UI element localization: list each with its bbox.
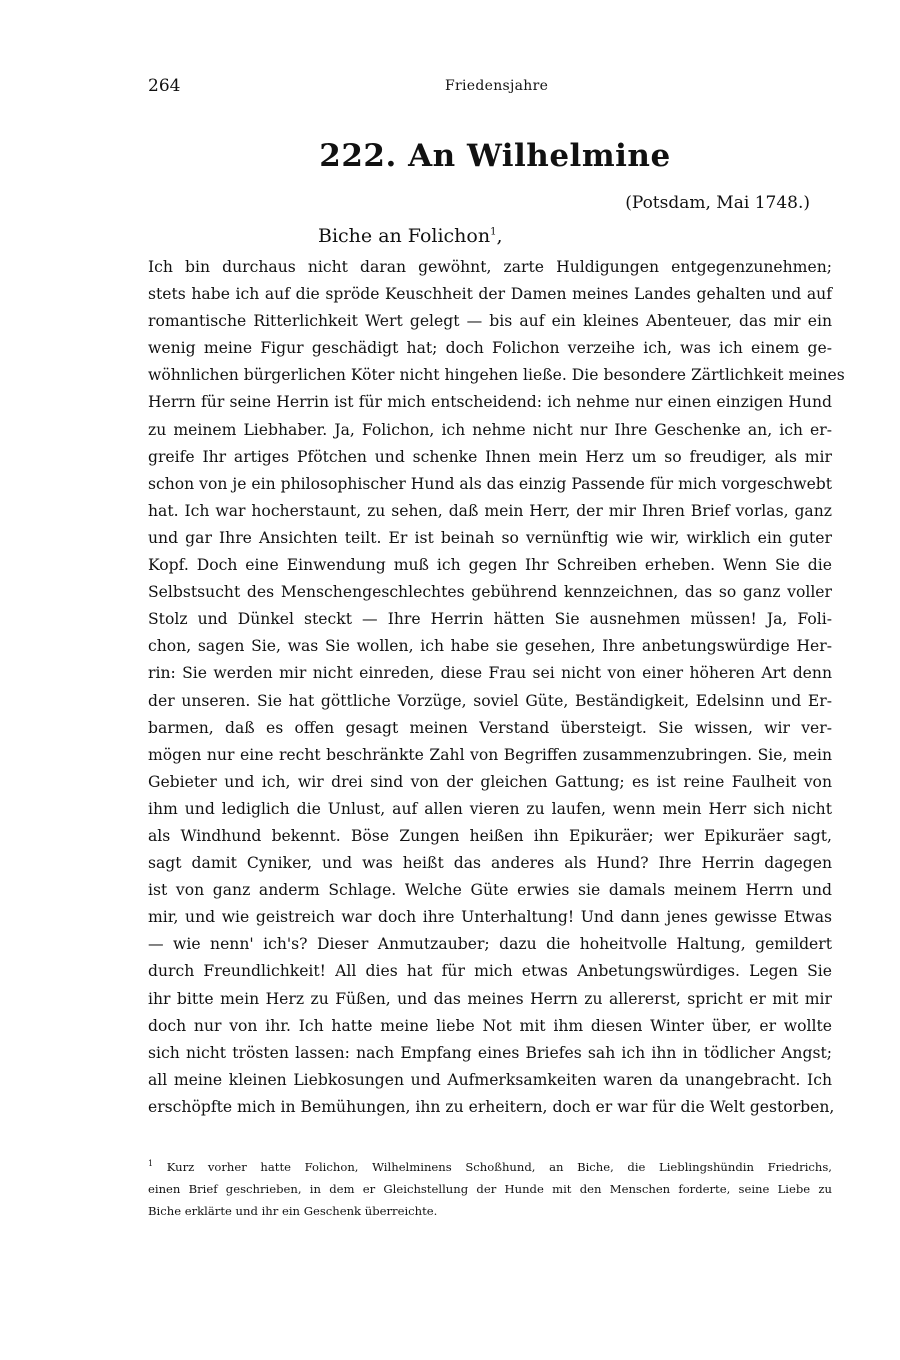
body-line: mögen nur eine recht beschränkte Zahl von Begriffen zusammenzubringen. Sie, mein xyxy=(148,745,832,764)
footnote-line-text: Kurz vorher hatte Folichon, Wilhelminens Schoßhund, an Biche, die Lieblingshündin Friedrichs, xyxy=(166,1159,832,1174)
body-line: chon, sagen Sie, was Sie wollen, ich habe sie gesehen, Ihre anbetungswürdige Her- xyxy=(148,637,832,656)
footnote xyxy=(148,1153,832,1222)
body-line: stets habe ich auf die spröde Keuschheit der Damen meines Landes gehalten und auf xyxy=(148,285,832,304)
body-line: schon von je ein philosophischer Hund als das einzig Passende für mich vorgeschwebt xyxy=(148,474,833,493)
body-line: und gar Ihre Ansichten teilt. Er ist beinah so vernünftig wie wir, wirklich ein guter xyxy=(148,528,832,547)
body-line: Kopf. Doch eine Einwendung muß ich gegen Ihr Schreiben erheben. Wenn Sie die xyxy=(148,556,832,575)
letter-body xyxy=(148,254,845,1121)
body-line: erschöpfte mich in Bemühungen, ihn zu erheitern, doch er war für die Welt gestorben, xyxy=(148,1097,835,1116)
body-line: Ich bin durchaus nicht daran gewöhnt, zarte Huldigungen entgegenzunehmen; xyxy=(148,258,832,276)
body-line: als Windhund bekennt. Böse Zungen heißen ihn Epikuräer; wer Epikuräer sagt, xyxy=(148,826,832,845)
letter-title: 222. An Wilhelmine xyxy=(319,138,671,174)
running-head: Friedensjahre xyxy=(445,78,549,94)
body-line: wenig meine Figur geschädigt hat; doch Folichon verzeihe ich, was ich einem ge- xyxy=(148,339,832,358)
body-line: ihm und lediglich die Unlust, auf allen vieren zu laufen, wenn mein Herr sich nicht xyxy=(148,799,832,818)
body-line: — wie nenn' ich's? Dieser Anmutzauber; dazu die hoheitvolle Haltung, gemildert xyxy=(148,935,832,954)
body-line: romantische Ritterlichkeit Wert gelegt — bis auf ein kleines Abenteuer, das mir ein xyxy=(148,312,832,331)
body-line: doch nur von ihr. Ich hatte meine liebe Not mit ihm diesen Winter über, er wollte xyxy=(148,1016,832,1035)
place-date: (Potsdam, Mai 1748.) xyxy=(625,193,810,213)
footnote-marker: 1 xyxy=(148,1159,154,1168)
body-line: Selbstsucht des Menschengeschlechtes gebührend kennzeichnen, das so ganz voller xyxy=(148,583,832,602)
body-line: mir, und wie geistreich war doch ihre Unterhaltung! Und dann jenes gewisse Etwas xyxy=(148,908,832,927)
body-line: barmen, daß es offen gesagt meinen Verstand übersteigt. Sie wissen, wir ver- xyxy=(148,718,832,737)
salutation xyxy=(318,225,503,247)
body-line: rin: Sie werden mir nicht einreden, diese Frau sei nicht von einer höheren Art denn xyxy=(148,664,832,683)
body-line: ist von ganz anderm Schlage. Welche Güte erwies sie damals meinem Herrn und xyxy=(148,881,832,900)
body-line: sich nicht trösten lassen: nach Empfang eines Briefes sah ich ihn in tödlicher Angst; xyxy=(148,1043,832,1062)
body-line: ihr bitte mein Herz zu Füßen, und das meines Herrn zu allererst, spricht er mit mir xyxy=(148,989,832,1008)
footnote-reference: 1 xyxy=(490,226,497,238)
body-line: Stolz und Dünkel steckt — Ihre Herrin hätten Sie ausnehmen müssen! Ja, Foli- xyxy=(148,610,832,629)
body-line: hat. Ich war hocherstaunt, zu sehen, daß mein Herr, der mir Ihren Brief vorlas, ganz xyxy=(148,501,832,520)
footnote-line: einen Brief geschrieben, in dem er Gleichstellung der Hunde mit den Menschen forderte, seine Liebe zu xyxy=(148,1181,832,1196)
body-line: all meine kleinen Liebkosungen und Aufmerksamkeiten waren da unangebracht. Ich xyxy=(148,1070,832,1089)
footnote-line: Biche erklärte und ihr ein Geschenk überreichte. xyxy=(148,1203,438,1218)
body-line: durch Freundlichkeit! All dies hat für mich etwas Anbetungswürdiges. Legen Sie xyxy=(148,962,832,981)
body-line: zu meinem Liebhaber. Ja, Folichon, ich nehme nicht nur Ihre Geschenke an, ich er- xyxy=(148,420,832,439)
body-line: Gebieter und ich, wir drei sind von der gleichen Gattung; es ist reine Faulheit von xyxy=(148,772,832,791)
footnote-line xyxy=(148,1153,832,1178)
body-line: Herrn für seine Herrin ist für mich entscheidend: ich nehme nur einen einzigen Hund xyxy=(148,393,832,412)
body-line: der unseren. Sie hat göttliche Vorzüge, soviel Güte, Beständigkeit, Edelsinn und Er- xyxy=(148,691,832,710)
body-line: greife Ihr artiges Pfötchen und schenke Ihnen mein Herz um so freudiger, als mir xyxy=(148,447,832,466)
salutation-comma: , xyxy=(496,225,503,247)
body-line: wöhnlichen bürgerlichen Köter nicht hingehen ließe. Die besondere Zärtlichkeit meines xyxy=(148,366,845,385)
salutation-text: Biche an Folichon xyxy=(318,225,491,247)
body-line: sagt damit Cyniker, und was heißt das anderes als Hund? Ihre Herrin dagegen xyxy=(148,854,832,873)
page-number: 264 xyxy=(148,76,181,96)
